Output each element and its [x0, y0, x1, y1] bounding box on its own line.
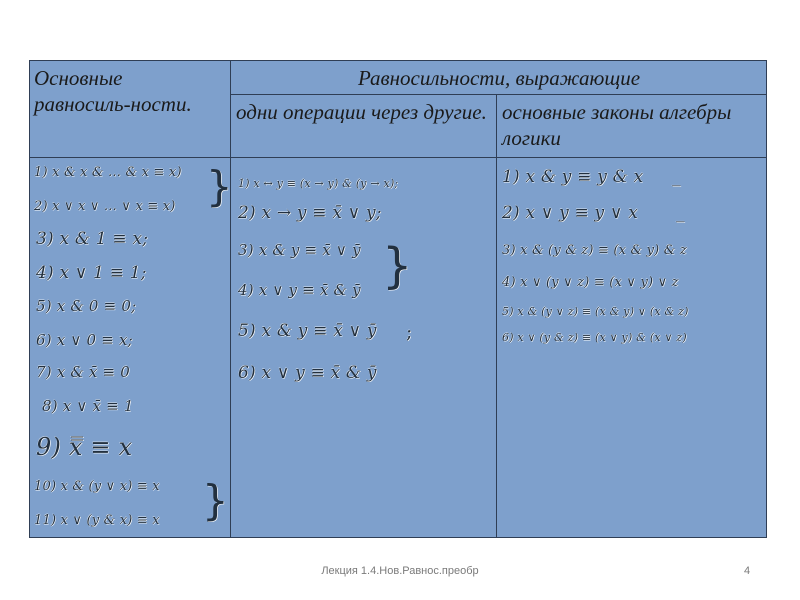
laws-formula-1: 1) x & y ≡ y & x: [502, 167, 644, 187]
basic-formula-5: 5) x & 0 ≡ 0;: [36, 297, 137, 315]
row-divider: [30, 157, 766, 158]
ops-formula-5-semicolon: ;: [406, 321, 413, 343]
laws-formula-5: 5) x & (y ∨ z) ≡ (x & y) ∨ (x & z): [502, 305, 689, 318]
ops-formula-2: 2) x → y ≡ x̄ ∨ y;: [238, 203, 382, 223]
ops-formula-1: 1) x ↔ y ≡ (x → y) & (y → x);: [238, 177, 399, 190]
basic-formula-2: 2) x ∨ x ∨ … ∨ x ≡ x): [34, 199, 176, 214]
slide-page-number: 4: [744, 565, 751, 577]
basic-formula-8: 8) x ∨ x̄ ≡ 1: [42, 397, 134, 415]
basic-formula-11: 11) x ∨ (y & x) ≡ x: [34, 513, 160, 528]
header-equivalences-expressing: Равносильности, выражающие: [357, 66, 641, 90]
basic-formula-6: 6) x ∨ 0 ≡ x;: [36, 331, 133, 349]
laws-formula-3: 3) x & (y & z) ≡ (x & y) & z: [502, 243, 687, 258]
header-basic-laws: основные законы алгебры логики: [502, 100, 732, 150]
basic-formula-4: 4) x ∨ 1 ≡ 1;: [36, 263, 147, 283]
ops-formula-4: 4) x ∨ y ≡ x̄ & ȳ: [238, 281, 361, 299]
ops-formula-3: 3) x & y ≡ x̄ ∨ ȳ: [238, 241, 361, 259]
column-divider: [496, 94, 497, 537]
column-divider: [230, 61, 231, 537]
header-operations-through-others: одни операции через другие.: [236, 100, 487, 124]
laws-formula-2: 2) x ∨ y ≡ y ∨ x: [502, 203, 638, 223]
right-brace-icon: }: [206, 162, 233, 211]
header-basic-equivalences: Основные равносиль-ности.: [34, 66, 192, 116]
right-brace-icon: }: [202, 476, 229, 525]
basic-formula-10: 10) x & (y ∨ x) ≡ x: [34, 479, 160, 494]
row-divider: [230, 94, 766, 95]
basic-formula-1: 1) x & x & … & x ≡ x): [34, 165, 182, 180]
laws-formula-4: 4) x ∨ (y ∨ z) ≡ (x ∨ y) ∨ z: [502, 275, 679, 290]
laws-formula-6: 6) x ∨ (y & z) ≡ (x ∨ y) & (x ∨ z): [502, 331, 687, 344]
ops-formula-5: 5) x & y ≡ x̄ ∨ ȳ: [238, 321, 377, 341]
laws-dash-mark: _: [672, 167, 681, 187]
basic-formula-7: 7) x & x̄ ≡ 0: [36, 363, 131, 381]
basic-formula-9: 9) x̿ ≡ x: [36, 433, 133, 461]
slide-footer-caption: Лекция 1.4.Нов.Равнос.преобр: [321, 565, 479, 577]
basic-formula-3: 3) x & 1 ≡ x;: [36, 229, 149, 249]
right-brace-icon: }: [382, 238, 413, 294]
equivalences-table: [29, 60, 767, 538]
laws-dash-mark: _: [676, 203, 685, 223]
ops-formula-6: 6) x ∨ y ≡ x̄ & ȳ: [238, 363, 377, 383]
